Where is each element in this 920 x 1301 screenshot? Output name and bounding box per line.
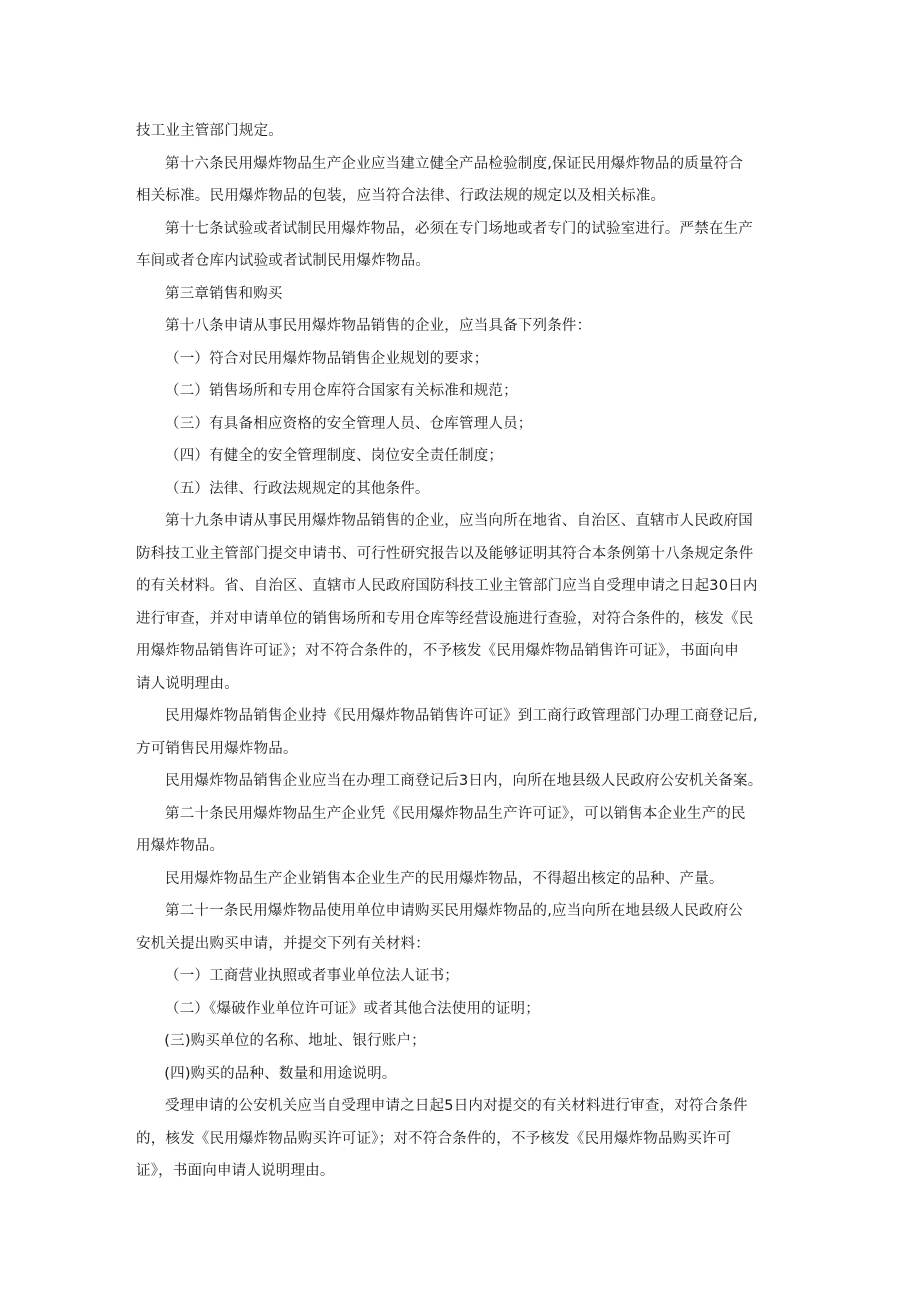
text-line: 相关标准。民用爆炸物品的包装，应当符合法律、行政法规的规定以及相关标准。 [136,188,666,204]
text-line: 技工业主管部门规定。 [136,123,283,139]
paragraph [136,1090,786,1188]
text-line: （二）《爆破作业单位许可证》或者其他合法使用的证明； [165,1000,540,1017]
text-line: 用爆炸物品销售许可证》；对不符合条件的，不予核发《民用爆炸物品销售许可证》，书面向申 [136,643,739,659]
text-line: 的，核发《民用爆炸物品购买许可证》；对不符合条件的，不予核发《民用爆炸物品购买许可 [136,1130,732,1147]
text-line: 用爆炸物品。 [136,838,225,854]
paragraph [136,700,786,765]
paragraph-article-18 [136,310,786,343]
text-line: 第十七条试验或者试制民用爆炸物品，必须在专门场地或者专门的试验室进行。严禁在生产 [165,220,753,237]
text-line: (四)购买的品种、数量和用途说明。 [164,1065,397,1082]
paragraph-continuation [136,115,786,148]
text-line: 民用爆炸物品销售企业持《民用爆炸物品销售许可证》到工商行政管理部门办理工商登记后, [165,708,758,724]
text-line: （四）有健全的安全管理制度、岗位安全责任制度； [165,448,504,464]
text-line: (三)购买单位的名称、地址、银行账户； [164,1033,426,1049]
list-item [136,1058,786,1091]
list-item [136,375,786,408]
text-line: （五）法律、行政法规规定的其他条件。 [165,480,430,497]
list-item [136,993,786,1026]
text-line: 车间或者仓库内试验或者试制民用爆炸物品。 [136,253,430,269]
paragraph-article-16 [136,148,786,213]
text-line: 第二十一条民用爆炸物品使用单位申请购买民用爆炸物品的,应当向所在地县级人民政府公 [165,903,744,919]
paragraph-article-19 [136,505,786,700]
text-line: （三）有具备相应资格的安全管理人员、仓库管理人员； [165,415,533,432]
paragraph-article-17 [136,213,786,278]
text-line: 的有关材料。省、自治区、直辖市人民政府国防科技工业主管部门应当自受理申请之日起30日内 [136,578,758,594]
paragraph-article-21 [136,895,786,960]
text-line: 第十六条民用爆炸物品生产企业应当建立健全产品检验制度,保证民用爆炸物品的质量符合 [165,155,744,172]
list-item [136,343,786,376]
list-item [136,960,786,993]
text-line: 第十八条申请从事民用爆炸物品销售的企业，应当具备下列条件： [165,318,592,334]
text-line: 第三章销售和购买 [165,285,283,302]
text-line: 民用爆炸物品生产企业销售本企业生产的民用爆炸物品，不得超出核定的品种、产量。 [165,870,724,887]
text-line: 安机关提出购买申请，并提交下列有关材料： [136,935,430,952]
text-line: 受理申请的公安机关应当自受理申请之日起5日内对提交的有关材料进行审查，对符合条件 [165,1098,748,1114]
list-item [136,473,786,506]
text-line: （一）工商营业执照或者事业单位法人证书； [165,968,459,984]
text-line: 方可销售民用爆炸物品。 [136,740,298,757]
text-line: （二）销售场所和专用仓库符合国家有关标准和规范； [165,383,518,399]
text-line: （一）符合对民用爆炸物品销售企业规划的要求； [165,350,489,367]
document-body [136,115,786,1188]
text-line: 第二十条民用爆炸物品生产企业凭《民用爆炸物品生产许可证》，可以销售本企业生产的民 [165,805,746,822]
text-line: 进行审查，并对申请单位的销售场所和专用仓库等经营设施进行查验，对符合条件的，核发《民 [136,610,754,627]
text-line: 民用爆炸物品销售企业应当在办理工商登记后3日内，向所在地县级人民政府公安机关备案。 [165,773,763,789]
list-item [136,440,786,473]
text-line: 请人说明理由。 [136,675,239,692]
text-line: 证》，书面向申请人说明理由。 [136,1163,335,1179]
paragraph [136,863,786,896]
paragraph [136,765,786,798]
list-item [136,1025,786,1058]
chapter-heading [136,278,786,311]
text-line: 防科技工业主管部门提交申请书、可行性研究报告以及能够证明其符合本条例第十八条规定条件 [136,545,754,562]
paragraph-article-20 [136,798,786,863]
text-line: 第十九条申请从事民用爆炸物品销售的企业，应当向所在地省、自治区、直辖市人民政府国 [165,513,753,529]
list-item [136,408,786,441]
